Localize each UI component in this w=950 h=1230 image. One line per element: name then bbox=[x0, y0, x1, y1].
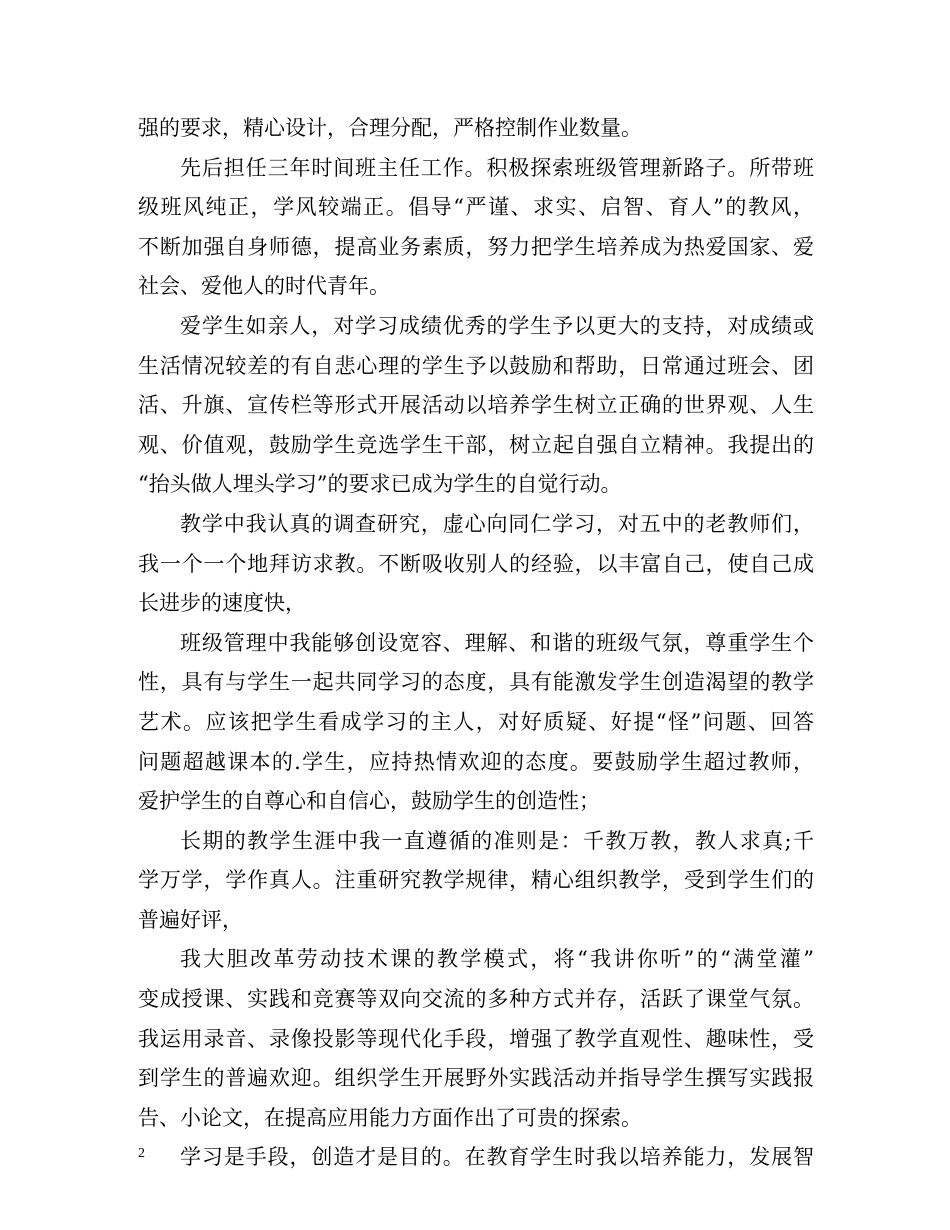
text-line: 班级管理中我能够创设宽容、理解、和谐的班级气氛，尊重学生个 bbox=[180, 630, 814, 655]
text-line: 强的要求，精心设计，合理分配，严格控制作业数量。 bbox=[138, 116, 642, 140]
text-line: 学万学，学作真人。注重研究教学规律，精心组织教学，受到学生们的 bbox=[138, 868, 814, 893]
text-line: 我大胆改革劳动技术课的教学模式，将“我讲你听”的“满堂灌” bbox=[180, 947, 814, 972]
text-line: 变成授课、实践和竞赛等双向交流的多种方式并存，活跃了课堂气氛。 bbox=[138, 987, 814, 1012]
text-line: 爱学生如亲人，对学习成绩优秀的学生予以更大的支持，对成绩或 bbox=[180, 313, 814, 338]
text-line: 观、价值观，鼓励学生竞选学生干部，树立起自强自立精神。我提出的 bbox=[138, 432, 814, 457]
text-line: 长进步的速度快， bbox=[138, 591, 306, 616]
text-line: 先后担任三年时间班主任工作。积极探索班级管理新路子。所带班 bbox=[180, 155, 814, 180]
text-line: 到学生的普遍欢迎。组织学生开展野外实践活动并指导学生撰写实践报 bbox=[138, 1066, 814, 1091]
text-line: 长期的教学生涯中我一直遵循的准则是：千教万教，教人求真;千 bbox=[180, 828, 814, 853]
text-line: 我运用录音、录像投影等现代化手段，增强了教学直观性、趣味性，受 bbox=[138, 1026, 814, 1051]
text-line: 教学中我认真的调查研究，虚心向同仁学习，对五中的老教师们， bbox=[180, 511, 814, 536]
text-line: 活、升旗、宣传栏等形式开展活动以培养学生树立正确的世界观、人生 bbox=[138, 393, 814, 418]
text-line: 问题超越课本的.学生，应持热情欢迎的态度。要鼓励学生超过教师， bbox=[138, 749, 814, 774]
text-line: 普遍好评， bbox=[138, 907, 243, 932]
page-number: 2 bbox=[138, 1146, 145, 1161]
text-line: 艺术。应该把学生看成学习的主人，对好质疑、好提“怪”问题、回答 bbox=[138, 709, 814, 734]
body-text bbox=[138, 109, 814, 1178]
text-line: 性，具有与学生一起共同学习的态度，具有能激发学生创造渴望的教学 bbox=[138, 670, 814, 695]
text-line: 学习是手段，创造才是目的。在教育学生时我以培养能力，发展智 bbox=[180, 1145, 814, 1170]
text-line: 爱护学生的自尊心和自信心，鼓励学生的创造性； bbox=[138, 789, 600, 814]
text-line: “抬头做人埋头学习”的要求已成为学生的自觉行动。 bbox=[138, 472, 622, 497]
text-line: 告、小论文，在提高应用能力方面作出了可贵的探索。 bbox=[138, 1105, 642, 1130]
text-line: 社会、爱他人的时代青年。 bbox=[138, 274, 390, 299]
text-line: 级班风纯正，学风较端正。倡导“严谨、求实、启智、育人”的教风， bbox=[138, 195, 814, 220]
text-line: 我一个一个地拜访求教。不断吸收别人的经验，以丰富自己，使自己成 bbox=[138, 551, 814, 576]
text-line: 生活情况较差的有自悲心理的学生予以鼓励和帮助，日常通过班会、团 bbox=[138, 353, 814, 378]
text-line: 不断加强自身师德，提高业务素质，努力把学生培养成为热爱国家、爱 bbox=[138, 234, 814, 259]
